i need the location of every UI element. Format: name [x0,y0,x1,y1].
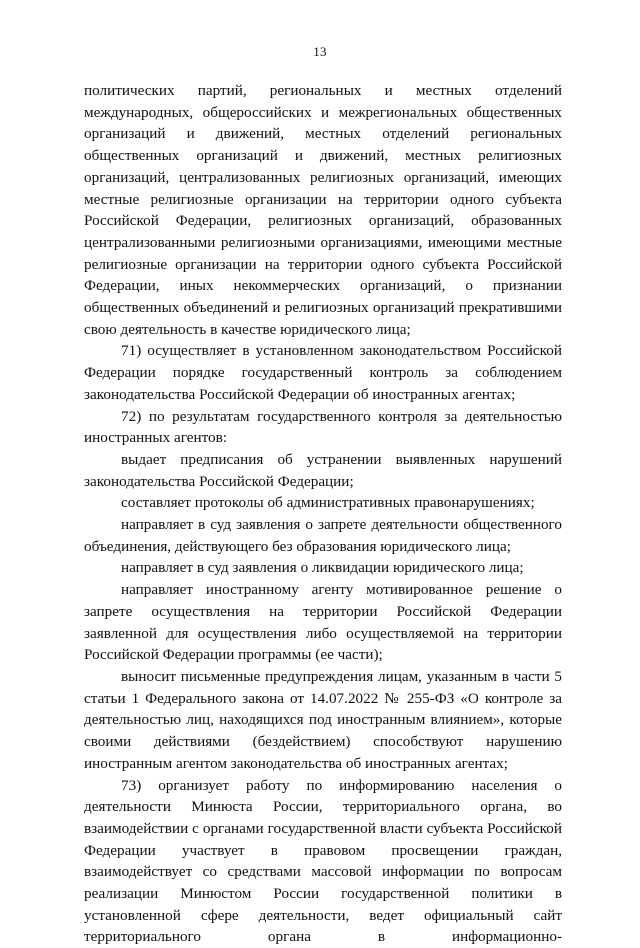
paragraph-item-72-ban-claim: направляет в суд заявления о запрете деятельности общественного объединения, действующего без образования юридического лица; [84,514,562,557]
paragraph-item-72-issues-orders: выдает предписания об устранении выявленных нарушений законодательства Российской Федерации; [84,449,562,492]
paragraph-item-72-program-ban: направляет иностранному агенту мотивированное решение о запрете осуществления на территории Российской Федерации заявленной для осуществления либо осуществляемой на территории Российской Федерации программы (ее части); [84,579,562,666]
paragraph-continuation: политических партий, региональных и местных отделений международных, общероссийских и межрегиональных общественных организаций и движений, местных отделений региональных общественных организаций и движений, местных религиозных организаций, централизованных религиозных организаций, имеющих местные религиозные организации на территории одного субъекта Российской Федерации, религиозных организаций, образованных централизованными религиозными организациями, имеющими местные религиозные организации на территории одного субъекта Российской Федерации, иных некоммерческих организаций, о признании общественных объединений и религиозных организаций прекратившими свою деятельность в качестве юридического лица; [84,80,562,340]
paragraph-item-73: 73) организует работу по информированию населения о деятельности Минюста России, территориального органа, во взаимодействии с органами государственной власти субъекта Российской Федерации участвует в правовом просвещении граждан, взаимодействует со средствами массовой информации по вопросам реализации Минюстом России государственной политики в установленной сфере деятельности, ведет официальный сайт территориального органа в информационно- [84,775,562,948]
paragraph-item-71: 71) осуществляет в установленном законодательством Российской Федерации порядке государственный контроль за соблюдением законодательства Российской Федерации об иностранных агентах; [84,340,562,405]
page-number: 13 [0,44,640,60]
paragraph-item-72-liquidation-claim: направляет в суд заявления о ликвидации юридического лица; [84,557,562,579]
paragraph-item-72-warnings: выносит письменные предупреждения лицам, указанным в части 5 статьи 1 Федерального закона от 14.07.2022 № 255-ФЗ «О контроле за деятельностью лиц, находящихся под иностранным влиянием», которые своими действиями (бездействием) способствуют нарушению иностранным агентом законодательства об иностранных агентах; [84,666,562,775]
document-body [84,80,562,948]
paragraph-item-72: 72) по результатам государственного контроля за деятельностью иностранных агентов: [84,406,562,449]
paragraph-item-72-protocols: составляет протоколы об административных правонарушениях; [84,492,562,514]
